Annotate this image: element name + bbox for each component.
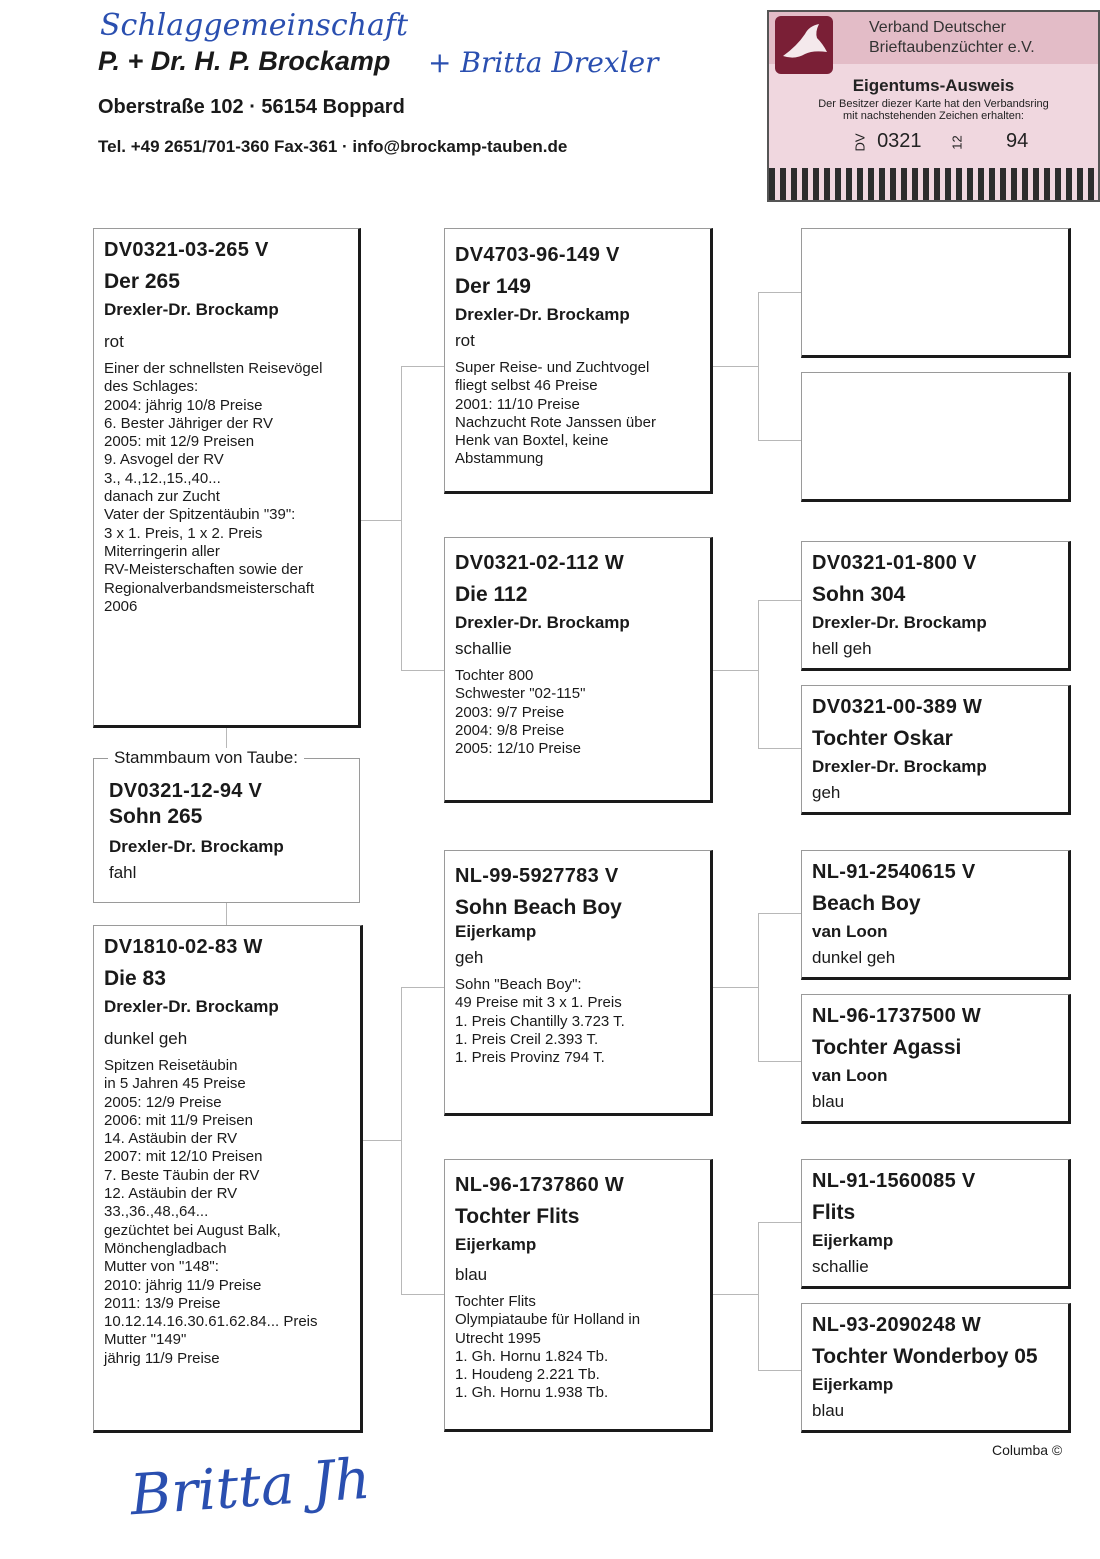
plumage-color: dunkel geh [104,1029,188,1048]
ring-id: DV0321-03-265 V [104,239,269,261]
breeder: Eijerkamp [455,1235,537,1254]
ring-id: NL-96-1737500 W [812,1005,982,1027]
ring-number [851,130,1028,153]
connector-line [401,670,445,671]
address: Oberstraße 102 · 56154 Boppard [98,96,405,118]
breeder: van Loon [812,1066,888,1085]
pedigree-card-mother-mother [444,1159,713,1432]
pedigree-card-mother-father [444,850,713,1116]
performance-notes: Tochter 800 Schwester "02-115" 2003: 9/7 Preise 2004: 9/8 Preise 2005: 12/10 Preise [455,667,586,758]
pigeon-name: Die 83 [104,967,166,990]
pigeon-name: Flits [812,1201,856,1224]
pedigree-card-mother-father-father [801,850,1071,980]
connector-line [360,520,402,521]
handwritten-club-name: Schlaggemeinschaft [100,8,408,43]
ring-card-subtitle [769,98,1098,122]
copyright: Columba © [992,1442,1063,1458]
breeder: Eijerkamp [812,1375,894,1394]
connector-line [758,748,802,749]
signature: Britta Jh [128,1446,373,1529]
ring-id: DV0321-01-800 V [812,552,977,574]
breeder: Drexler-Dr. Brockamp [812,613,987,632]
performance-notes: Einer der schnellsten Reisevögel des Schlages: 2004: jährig 10/8 Preise 6. Bester Jähriger der RV 2005: mit 12/9 Preisen 9. Asvogel der RV 3., 4.,12.,15.,40... danach zur Zucht Vater der Spitzentäubin "39": 3 x 1. Preis, 1 x 2. Preis Miterringerin aller RV-Meisterschaften sowie der Regionalverbandsmeisterschaft 2006 [104,360,323,615]
connector-line [712,987,758,988]
pedigree-card-father [93,228,361,728]
breeder: van Loon [812,922,888,941]
ring-prefix: DV [852,133,868,152]
pigeon-name: Der 265 [104,270,180,293]
breeder: Drexler-Dr. Brockamp [104,300,279,319]
connector-line [712,366,758,367]
breeder: Drexler-Dr. Brockamp [109,837,284,856]
connector-line [401,366,445,367]
pigeon-name: Sohn Beach Boy [455,896,622,919]
performance-notes: Spitzen Reisetäubin in 5 Jahren 45 Preise 2005: 12/9 Preise 2006: mit 11/9 Preisen 14. Astäubin der RV 2007: mit 12/10 Preisen 7. Beste Täubin der RV 12. Astäubin der RV 33.,36.,48.,64... gezüchtet bei August Balk, Mönchengladbach Mutter von "148": 2010: jährig 11/9 Preise 2011: 13/9 Preise 10.12.14.16.30.61.62.84... Preis Mutter "149" jährig 11/9 Preise [104,1057,318,1367]
pigeon-name: Der 149 [455,275,531,298]
connector-line [758,913,802,914]
pedigree-card-father-mother-mother [801,685,1071,815]
ring-id: DV0321-02-112 W [455,552,625,574]
breeder: Drexler-Dr. Brockamp [812,757,987,776]
pigeon-name: Sohn 304 [812,583,906,606]
pigeon-name: Tochter Agassi [812,1036,962,1059]
ring-year: 12 [949,135,965,150]
connector-line [758,600,759,748]
ring-card-title: Eigentums-Ausweis [852,76,1015,95]
ring-card-subtitle-line1: Der Besitzer diezer Karte hat den Verbandsring [818,98,1049,110]
ring-id: NL-91-1560085 V [812,1170,976,1192]
connector-line [712,670,758,671]
plumage-color: schallie [455,639,512,658]
plumage-color: dunkel geh [812,948,896,967]
subject-card [109,780,284,883]
pigeon-name: Sohn 265 [109,805,203,828]
connector-line [360,1140,402,1141]
connector-line [401,987,402,1295]
breeder: Drexler-Dr. Brockamp [455,613,630,632]
connector-line [758,1222,802,1223]
plumage-color: hell geh [812,639,872,658]
pedigree-card-empty-2 [801,372,1071,502]
connector-line [758,1061,802,1062]
connector-line [401,987,445,988]
pedigree-card-father-mother [444,537,713,803]
pedigree-card-mother [93,925,363,1433]
plumage-color: geh [455,948,484,967]
connector-line [758,913,759,1061]
dove-logo-icon [775,16,833,74]
plumage-color: blau [455,1265,488,1284]
contact-line: Tel. +49 2651/701-360 Fax-361 · info@brockamp-tauben.de [98,137,568,156]
breeder: Drexler-Dr. Brockamp [104,997,279,1016]
ring-id: NL-96-1737860 W [455,1174,625,1196]
breeder: Eijerkamp [455,922,537,941]
plumage-color: geh [812,783,841,802]
pigeon-name: Tochter Flits [455,1205,580,1228]
ring-card-org-line1: Verband Deutscher [869,19,1006,36]
ring-id: NL-91-2540615 V [812,861,976,883]
ring-id: DV1810-02-83 W [104,936,263,958]
connector-line [758,440,802,441]
pedigree-card-mother-mother-father [801,1159,1071,1289]
pigeon-name: Tochter Oskar [812,727,953,750]
ring-id: NL-93-2090248 W [812,1314,982,1336]
plumage-color: blau [812,1092,845,1111]
handwritten-addition: + Britta Drexler [428,46,659,79]
pedigree-card-mother-mother-mother [801,1303,1071,1433]
performance-notes: Sohn "Beach Boy": 49 Preise mit 3 x 1. Preis 1. Preis Chantilly 3.723 T. 1. Preis Creil 2.393 T. 1. Preis Provinz 794 T. [455,976,625,1067]
plumage-color: rot [104,332,124,351]
plumage-color: rot [455,331,475,350]
ring-club-number: 0321 [877,130,922,152]
pigeon-name: Die 112 [455,583,528,606]
plumage-color: schallie [812,1257,869,1276]
pigeon-name: Beach Boy [812,892,921,915]
ring-card-pattern [769,168,1098,200]
breeder: Drexler-Dr. Brockamp [455,305,630,324]
connector-line [401,1294,445,1295]
pedigree-card-father-mother-father [801,541,1071,671]
pedigree-card-empty-1 [801,228,1071,358]
ring-serial: 94 [1006,130,1029,152]
performance-notes: Tochter Flits Olympiataube für Holland in Utrecht 1995 1. Gh. Hornu 1.824 Tb. 1. Houdeng 2.221 Tb. 1. Gh. Hornu 1.938 Tb. [455,1293,641,1402]
breeder-name: P. + Dr. H. P. Brockamp [98,46,391,76]
ring-ownership-card [767,10,1100,202]
ring-id: DV0321-12-94 V [109,780,263,802]
ring-id: NL-99-5927783 V [455,865,619,887]
connector-line [712,1294,758,1295]
ring-card-org-line2: Brieftaubenzüchter e.V. [869,39,1035,56]
connector-line [758,600,802,601]
pigeon-name: Tochter Wonderboy 05 [812,1345,1038,1368]
pedigree-card-father-father [444,228,713,494]
ring-id: DV0321-00-389 W [812,696,983,718]
connector-line [226,902,227,926]
plumage-color: fahl [109,863,137,882]
connector-line [758,292,802,293]
subject-legend: Stammbaum von Taube: [108,748,304,768]
performance-notes: Super Reise- und Zuchtvogel fliegt selbst 46 Preise 2001: 11/10 Preise Nachzucht Rote Janssen über Henk van Boxtel, keine Abstammung [455,359,656,468]
ring-id: DV4703-96-149 V [455,244,620,266]
breeder: Eijerkamp [812,1231,894,1250]
plumage-color: blau [812,1401,845,1420]
connector-line [758,292,759,440]
connector-line [758,1370,802,1371]
connector-line [758,1222,759,1370]
pedigree-card-mother-father-mother [801,994,1071,1124]
ring-card-subtitle-line2: mit nachstehenden Zeichen erhalten: [842,110,1024,122]
ring-card-org [869,18,1035,58]
connector-line [401,366,402,671]
